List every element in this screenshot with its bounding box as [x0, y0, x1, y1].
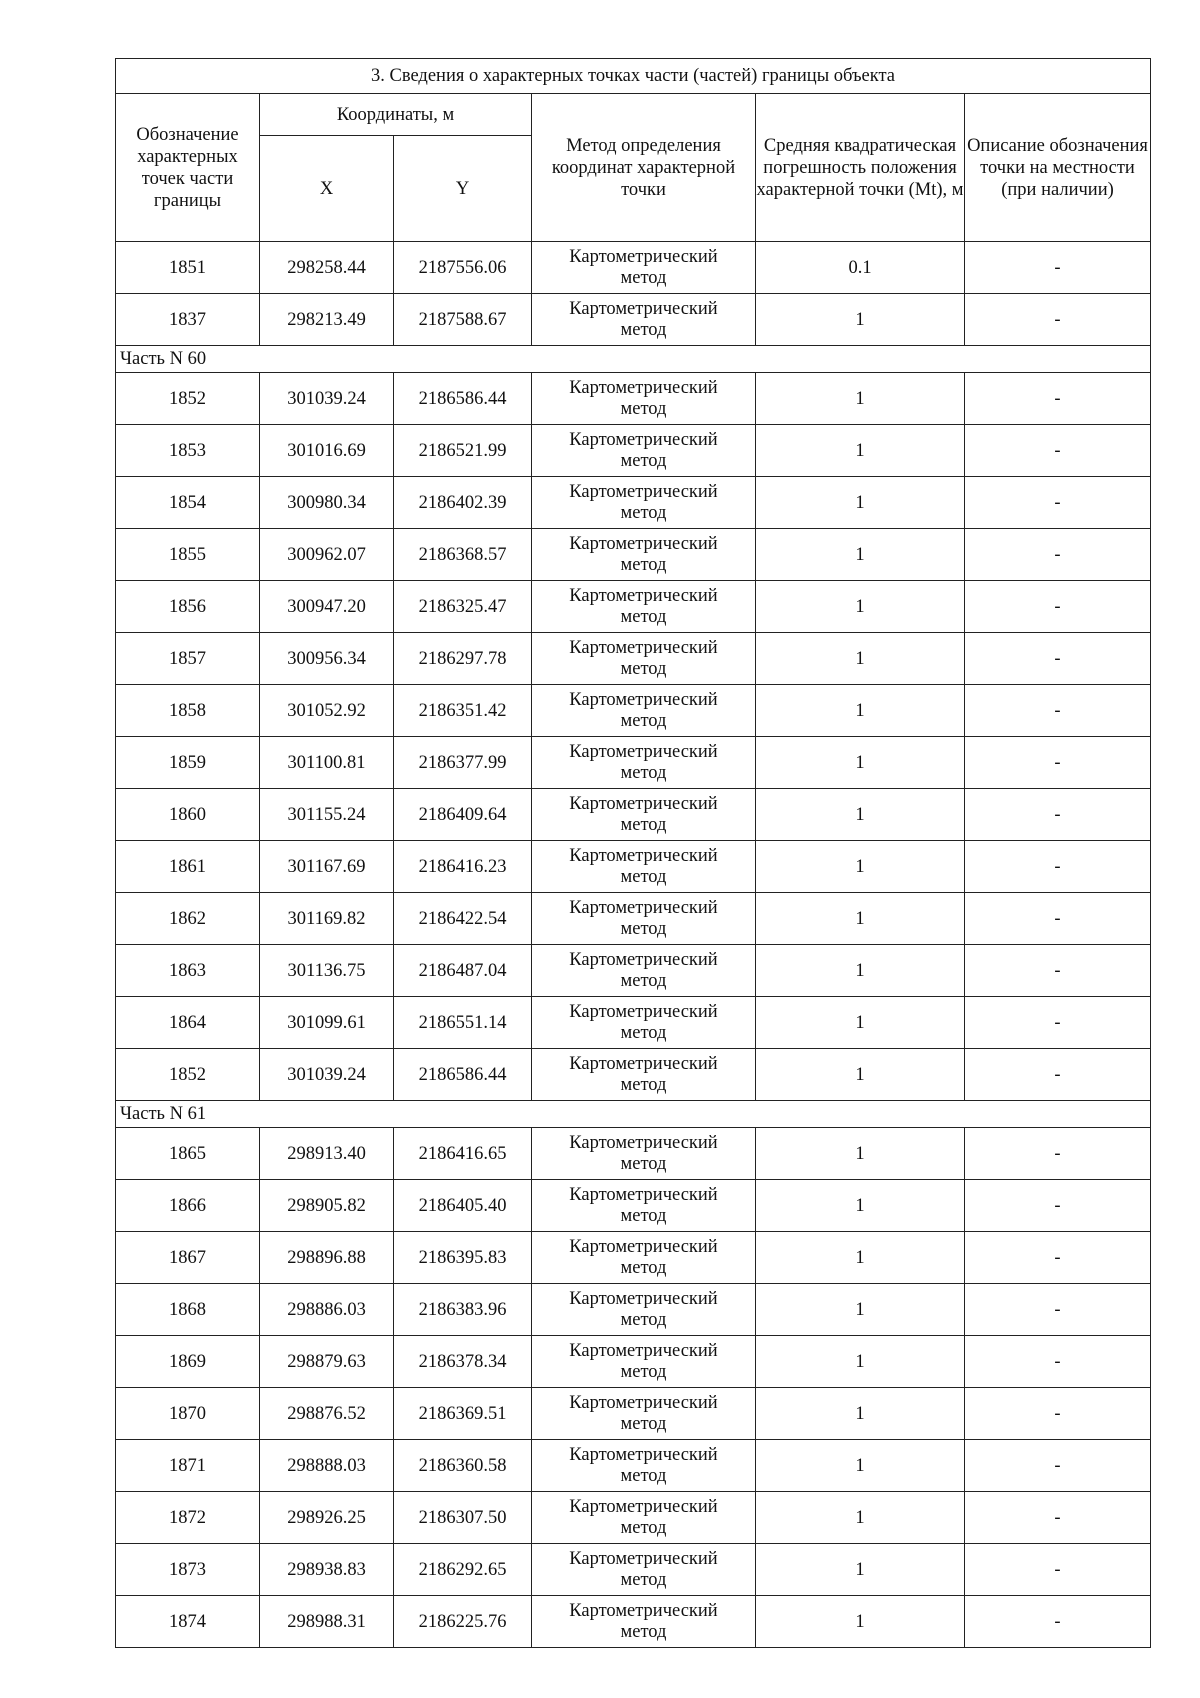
header-y: Y — [394, 136, 532, 242]
x-cell: 301169.82 — [260, 893, 394, 945]
accuracy-cell: 1 — [756, 1232, 965, 1284]
section-row — [116, 346, 1151, 373]
y-cell: 2186368.57 — [394, 529, 532, 581]
table-row — [116, 529, 1151, 581]
point-id-cell: 1864 — [116, 997, 260, 1049]
method-line1: Картометрический — [569, 741, 718, 762]
description-cell: - — [965, 294, 1151, 346]
method-line1: Картометрический — [569, 1600, 718, 1621]
accuracy-cell: 1 — [756, 789, 965, 841]
accuracy-cell: 1 — [756, 737, 965, 789]
accuracy-cell: 1 — [756, 1128, 965, 1180]
point-id-cell: 1873 — [116, 1544, 260, 1596]
x-cell: 298886.03 — [260, 1284, 394, 1336]
method-line1: Картометрический — [569, 1132, 718, 1153]
x-cell: 301167.69 — [260, 841, 394, 893]
method-cell — [532, 1596, 756, 1648]
point-id-cell: 1874 — [116, 1596, 260, 1648]
method-line2: метод — [620, 658, 667, 679]
y-cell: 2186521.99 — [394, 425, 532, 477]
y-cell: 2186225.76 — [394, 1596, 532, 1648]
method-line2: метод — [620, 502, 667, 523]
method-cell — [532, 294, 756, 346]
point-id-cell: 1867 — [116, 1232, 260, 1284]
x-cell: 301052.92 — [260, 685, 394, 737]
method-line2: метод — [620, 1361, 667, 1382]
method-line2: метод — [620, 918, 667, 939]
y-cell: 2186383.96 — [394, 1284, 532, 1336]
description-cell: - — [965, 893, 1151, 945]
table-row — [116, 1544, 1151, 1596]
accuracy-cell: 1 — [756, 581, 965, 633]
method-line2: метод — [620, 267, 667, 288]
method-line1: Картометрический — [569, 1184, 718, 1205]
x-cell: 298213.49 — [260, 294, 394, 346]
accuracy-cell: 1 — [756, 841, 965, 893]
table-row — [116, 1388, 1151, 1440]
point-id-cell: 1856 — [116, 581, 260, 633]
method-line2: метод — [620, 710, 667, 731]
method-cell — [532, 1492, 756, 1544]
x-cell: 298888.03 — [260, 1440, 394, 1492]
description-cell: - — [965, 1232, 1151, 1284]
table-row — [116, 242, 1151, 294]
table-row — [116, 581, 1151, 633]
method-cell — [532, 477, 756, 529]
method-line2: метод — [620, 1413, 667, 1434]
header-x: X — [260, 136, 394, 242]
method-cell — [532, 893, 756, 945]
table-row — [116, 633, 1151, 685]
section-label: Часть N 60 — [116, 346, 1151, 373]
method-cell — [532, 737, 756, 789]
method-cell — [532, 945, 756, 997]
point-id-cell: 1854 — [116, 477, 260, 529]
point-id-cell: 1866 — [116, 1180, 260, 1232]
point-id-cell: 1870 — [116, 1388, 260, 1440]
method-line2: метод — [620, 1205, 667, 1226]
description-cell: - — [965, 1284, 1151, 1336]
method-cell — [532, 1544, 756, 1596]
description-cell: - — [965, 1336, 1151, 1388]
y-cell: 2186586.44 — [394, 373, 532, 425]
method-cell — [532, 841, 756, 893]
method-cell — [532, 1284, 756, 1336]
x-cell: 301155.24 — [260, 789, 394, 841]
method-cell — [532, 581, 756, 633]
header-designation: Обозначение характерных точек части границы — [116, 94, 260, 242]
point-id-cell: 1858 — [116, 685, 260, 737]
accuracy-cell: 1 — [756, 1388, 965, 1440]
accuracy-cell: 1 — [756, 893, 965, 945]
table-row — [116, 294, 1151, 346]
method-line2: метод — [620, 319, 667, 340]
point-id-cell: 1852 — [116, 373, 260, 425]
x-cell: 298258.44 — [260, 242, 394, 294]
method-line1: Картометрический — [569, 481, 718, 502]
method-line2: метод — [620, 1153, 667, 1174]
method-line1: Картометрический — [569, 1340, 718, 1361]
accuracy-cell: 0.1 — [756, 242, 965, 294]
table-row — [116, 1336, 1151, 1388]
y-cell: 2186351.42 — [394, 685, 532, 737]
accuracy-cell: 1 — [756, 945, 965, 997]
y-cell: 2186416.65 — [394, 1128, 532, 1180]
table-body — [116, 242, 1151, 1648]
description-cell: - — [965, 1049, 1151, 1101]
table-row — [116, 997, 1151, 1049]
method-line1: Картометрический — [569, 1288, 718, 1309]
point-id-cell: 1861 — [116, 841, 260, 893]
y-cell: 2186422.54 — [394, 893, 532, 945]
description-cell: - — [965, 1596, 1151, 1648]
y-cell: 2186405.40 — [394, 1180, 532, 1232]
point-id-cell: 1860 — [116, 789, 260, 841]
method-cell — [532, 997, 756, 1049]
accuracy-cell: 1 — [756, 425, 965, 477]
x-cell: 301099.61 — [260, 997, 394, 1049]
y-cell: 2186369.51 — [394, 1388, 532, 1440]
accuracy-cell: 1 — [756, 477, 965, 529]
method-line2: метод — [620, 1621, 667, 1642]
description-cell: - — [965, 477, 1151, 529]
method-cell — [532, 1336, 756, 1388]
y-cell: 2186395.83 — [394, 1232, 532, 1284]
point-id-cell: 1851 — [116, 242, 260, 294]
y-cell: 2186360.58 — [394, 1440, 532, 1492]
method-cell — [532, 1388, 756, 1440]
accuracy-cell: 1 — [756, 1596, 965, 1648]
method-line2: метод — [620, 450, 667, 471]
method-line2: метод — [620, 1569, 667, 1590]
description-cell: - — [965, 529, 1151, 581]
point-id-cell: 1869 — [116, 1336, 260, 1388]
method-line1: Картометрический — [569, 533, 718, 554]
table-row — [116, 1232, 1151, 1284]
method-line2: метод — [620, 1022, 667, 1043]
method-line1: Картометрический — [569, 1392, 718, 1413]
y-cell: 2186377.99 — [394, 737, 532, 789]
method-line1: Картометрический — [569, 246, 718, 267]
table-row — [116, 425, 1151, 477]
method-line2: метод — [620, 1465, 667, 1486]
accuracy-cell: 1 — [756, 685, 965, 737]
header-accuracy: Средняя квадратическая погрешность положения характерной точки (Mt), м — [756, 94, 965, 242]
method-line1: Картометрический — [569, 1496, 718, 1517]
method-line1: Картометрический — [569, 1444, 718, 1465]
method-line2: метод — [620, 970, 667, 991]
accuracy-cell: 1 — [756, 633, 965, 685]
x-cell: 298988.31 — [260, 1596, 394, 1648]
table-row — [116, 1440, 1151, 1492]
x-cell: 300956.34 — [260, 633, 394, 685]
x-cell: 301039.24 — [260, 373, 394, 425]
x-cell: 300947.20 — [260, 581, 394, 633]
description-cell: - — [965, 425, 1151, 477]
description-cell: - — [965, 373, 1151, 425]
method-line2: метод — [620, 1517, 667, 1538]
accuracy-cell: 1 — [756, 373, 965, 425]
y-cell: 2186292.65 — [394, 1544, 532, 1596]
y-cell: 2186297.78 — [394, 633, 532, 685]
accuracy-cell: 1 — [756, 1284, 965, 1336]
accuracy-cell: 1 — [756, 529, 965, 581]
accuracy-cell: 1 — [756, 1180, 965, 1232]
method-line1: Картометрический — [569, 429, 718, 450]
table-row — [116, 373, 1151, 425]
method-line2: метод — [620, 1257, 667, 1278]
table-row — [116, 737, 1151, 789]
x-cell: 301100.81 — [260, 737, 394, 789]
description-cell: - — [965, 685, 1151, 737]
y-cell: 2186416.23 — [394, 841, 532, 893]
x-cell: 300962.07 — [260, 529, 394, 581]
point-id-cell: 1837 — [116, 294, 260, 346]
boundary-points-table — [115, 58, 1151, 1648]
table-row — [116, 841, 1151, 893]
description-cell: - — [965, 841, 1151, 893]
method-line1: Картометрический — [569, 793, 718, 814]
section-row — [116, 1101, 1151, 1128]
method-line1: Картометрический — [569, 1548, 718, 1569]
description-cell: - — [965, 1128, 1151, 1180]
method-cell — [532, 789, 756, 841]
method-line2: метод — [620, 398, 667, 419]
method-line2: метод — [620, 814, 667, 835]
point-id-cell: 1863 — [116, 945, 260, 997]
method-line2: метод — [620, 606, 667, 627]
y-cell: 2186307.50 — [394, 1492, 532, 1544]
method-line1: Картометрический — [569, 1236, 718, 1257]
table-row — [116, 1596, 1151, 1648]
header-coordinates: Координаты, м — [260, 94, 532, 136]
description-cell: - — [965, 1544, 1151, 1596]
method-line1: Картометрический — [569, 1001, 718, 1022]
table-title: 3. Сведения о характерных точках части (частей) границы объекта — [116, 59, 1151, 94]
accuracy-cell: 1 — [756, 1336, 965, 1388]
x-cell: 298913.40 — [260, 1128, 394, 1180]
method-cell — [532, 373, 756, 425]
x-cell: 300980.34 — [260, 477, 394, 529]
y-cell: 2186487.04 — [394, 945, 532, 997]
method-line2: метод — [620, 554, 667, 575]
method-line1: Картометрический — [569, 1053, 718, 1074]
accuracy-cell: 1 — [756, 997, 965, 1049]
point-id-cell: 1865 — [116, 1128, 260, 1180]
y-cell: 2186409.64 — [394, 789, 532, 841]
y-cell: 2186378.34 — [394, 1336, 532, 1388]
method-line1: Картометрический — [569, 637, 718, 658]
y-cell: 2186402.39 — [394, 477, 532, 529]
point-id-cell: 1872 — [116, 1492, 260, 1544]
method-cell — [532, 529, 756, 581]
method-line1: Картометрический — [569, 377, 718, 398]
x-cell: 301016.69 — [260, 425, 394, 477]
point-id-cell: 1871 — [116, 1440, 260, 1492]
method-cell — [532, 685, 756, 737]
method-line1: Картометрический — [569, 585, 718, 606]
point-id-cell: 1868 — [116, 1284, 260, 1336]
x-cell: 298876.52 — [260, 1388, 394, 1440]
y-cell: 2186551.14 — [394, 997, 532, 1049]
x-cell: 298879.63 — [260, 1336, 394, 1388]
table-row — [116, 945, 1151, 997]
description-cell: - — [965, 633, 1151, 685]
method-cell — [532, 633, 756, 685]
x-cell: 298905.82 — [260, 1180, 394, 1232]
description-cell: - — [965, 1440, 1151, 1492]
method-line2: метод — [620, 1074, 667, 1095]
method-line1: Картометрический — [569, 845, 718, 866]
method-line1: Картометрический — [569, 949, 718, 970]
method-line2: метод — [620, 1309, 667, 1330]
table-row — [116, 685, 1151, 737]
point-id-cell: 1859 — [116, 737, 260, 789]
table-row — [116, 1180, 1151, 1232]
y-cell: 2186586.44 — [394, 1049, 532, 1101]
description-cell: - — [965, 581, 1151, 633]
x-cell: 301039.24 — [260, 1049, 394, 1101]
point-id-cell: 1853 — [116, 425, 260, 477]
description-cell: - — [965, 1180, 1151, 1232]
description-cell: - — [965, 945, 1151, 997]
method-line2: метод — [620, 762, 667, 783]
y-cell: 2187556.06 — [394, 242, 532, 294]
table-row — [116, 1049, 1151, 1101]
description-cell: - — [965, 737, 1151, 789]
table-row — [116, 1284, 1151, 1336]
header-method: Метод определения координат характерной точки — [532, 94, 756, 242]
description-cell: - — [965, 242, 1151, 294]
point-id-cell: 1855 — [116, 529, 260, 581]
table-row — [116, 1492, 1151, 1544]
y-cell: 2187588.67 — [394, 294, 532, 346]
table-row — [116, 1128, 1151, 1180]
accuracy-cell: 1 — [756, 1049, 965, 1101]
table-row — [116, 789, 1151, 841]
method-line1: Картометрический — [569, 298, 718, 319]
description-cell: - — [965, 1388, 1151, 1440]
x-cell: 301136.75 — [260, 945, 394, 997]
accuracy-cell: 1 — [756, 294, 965, 346]
table-row — [116, 477, 1151, 529]
accuracy-cell: 1 — [756, 1492, 965, 1544]
method-cell — [532, 1128, 756, 1180]
point-id-cell: 1862 — [116, 893, 260, 945]
method-cell — [532, 1049, 756, 1101]
method-line1: Картометрический — [569, 897, 718, 918]
point-id-cell: 1857 — [116, 633, 260, 685]
accuracy-cell: 1 — [756, 1440, 965, 1492]
description-cell: - — [965, 789, 1151, 841]
description-cell: - — [965, 1492, 1151, 1544]
method-cell — [532, 1180, 756, 1232]
method-cell — [532, 1232, 756, 1284]
y-cell: 2186325.47 — [394, 581, 532, 633]
point-id-cell: 1852 — [116, 1049, 260, 1101]
method-cell — [532, 1440, 756, 1492]
header-description: Описание обозначения точки на местности (при наличии) — [965, 94, 1151, 242]
section-label: Часть N 61 — [116, 1101, 1151, 1128]
x-cell: 298896.88 — [260, 1232, 394, 1284]
method-line2: метод — [620, 866, 667, 887]
description-cell: - — [965, 997, 1151, 1049]
method-cell — [532, 425, 756, 477]
x-cell: 298938.83 — [260, 1544, 394, 1596]
method-line1: Картометрический — [569, 689, 718, 710]
method-cell — [532, 242, 756, 294]
x-cell: 298926.25 — [260, 1492, 394, 1544]
accuracy-cell: 1 — [756, 1544, 965, 1596]
table-row — [116, 893, 1151, 945]
